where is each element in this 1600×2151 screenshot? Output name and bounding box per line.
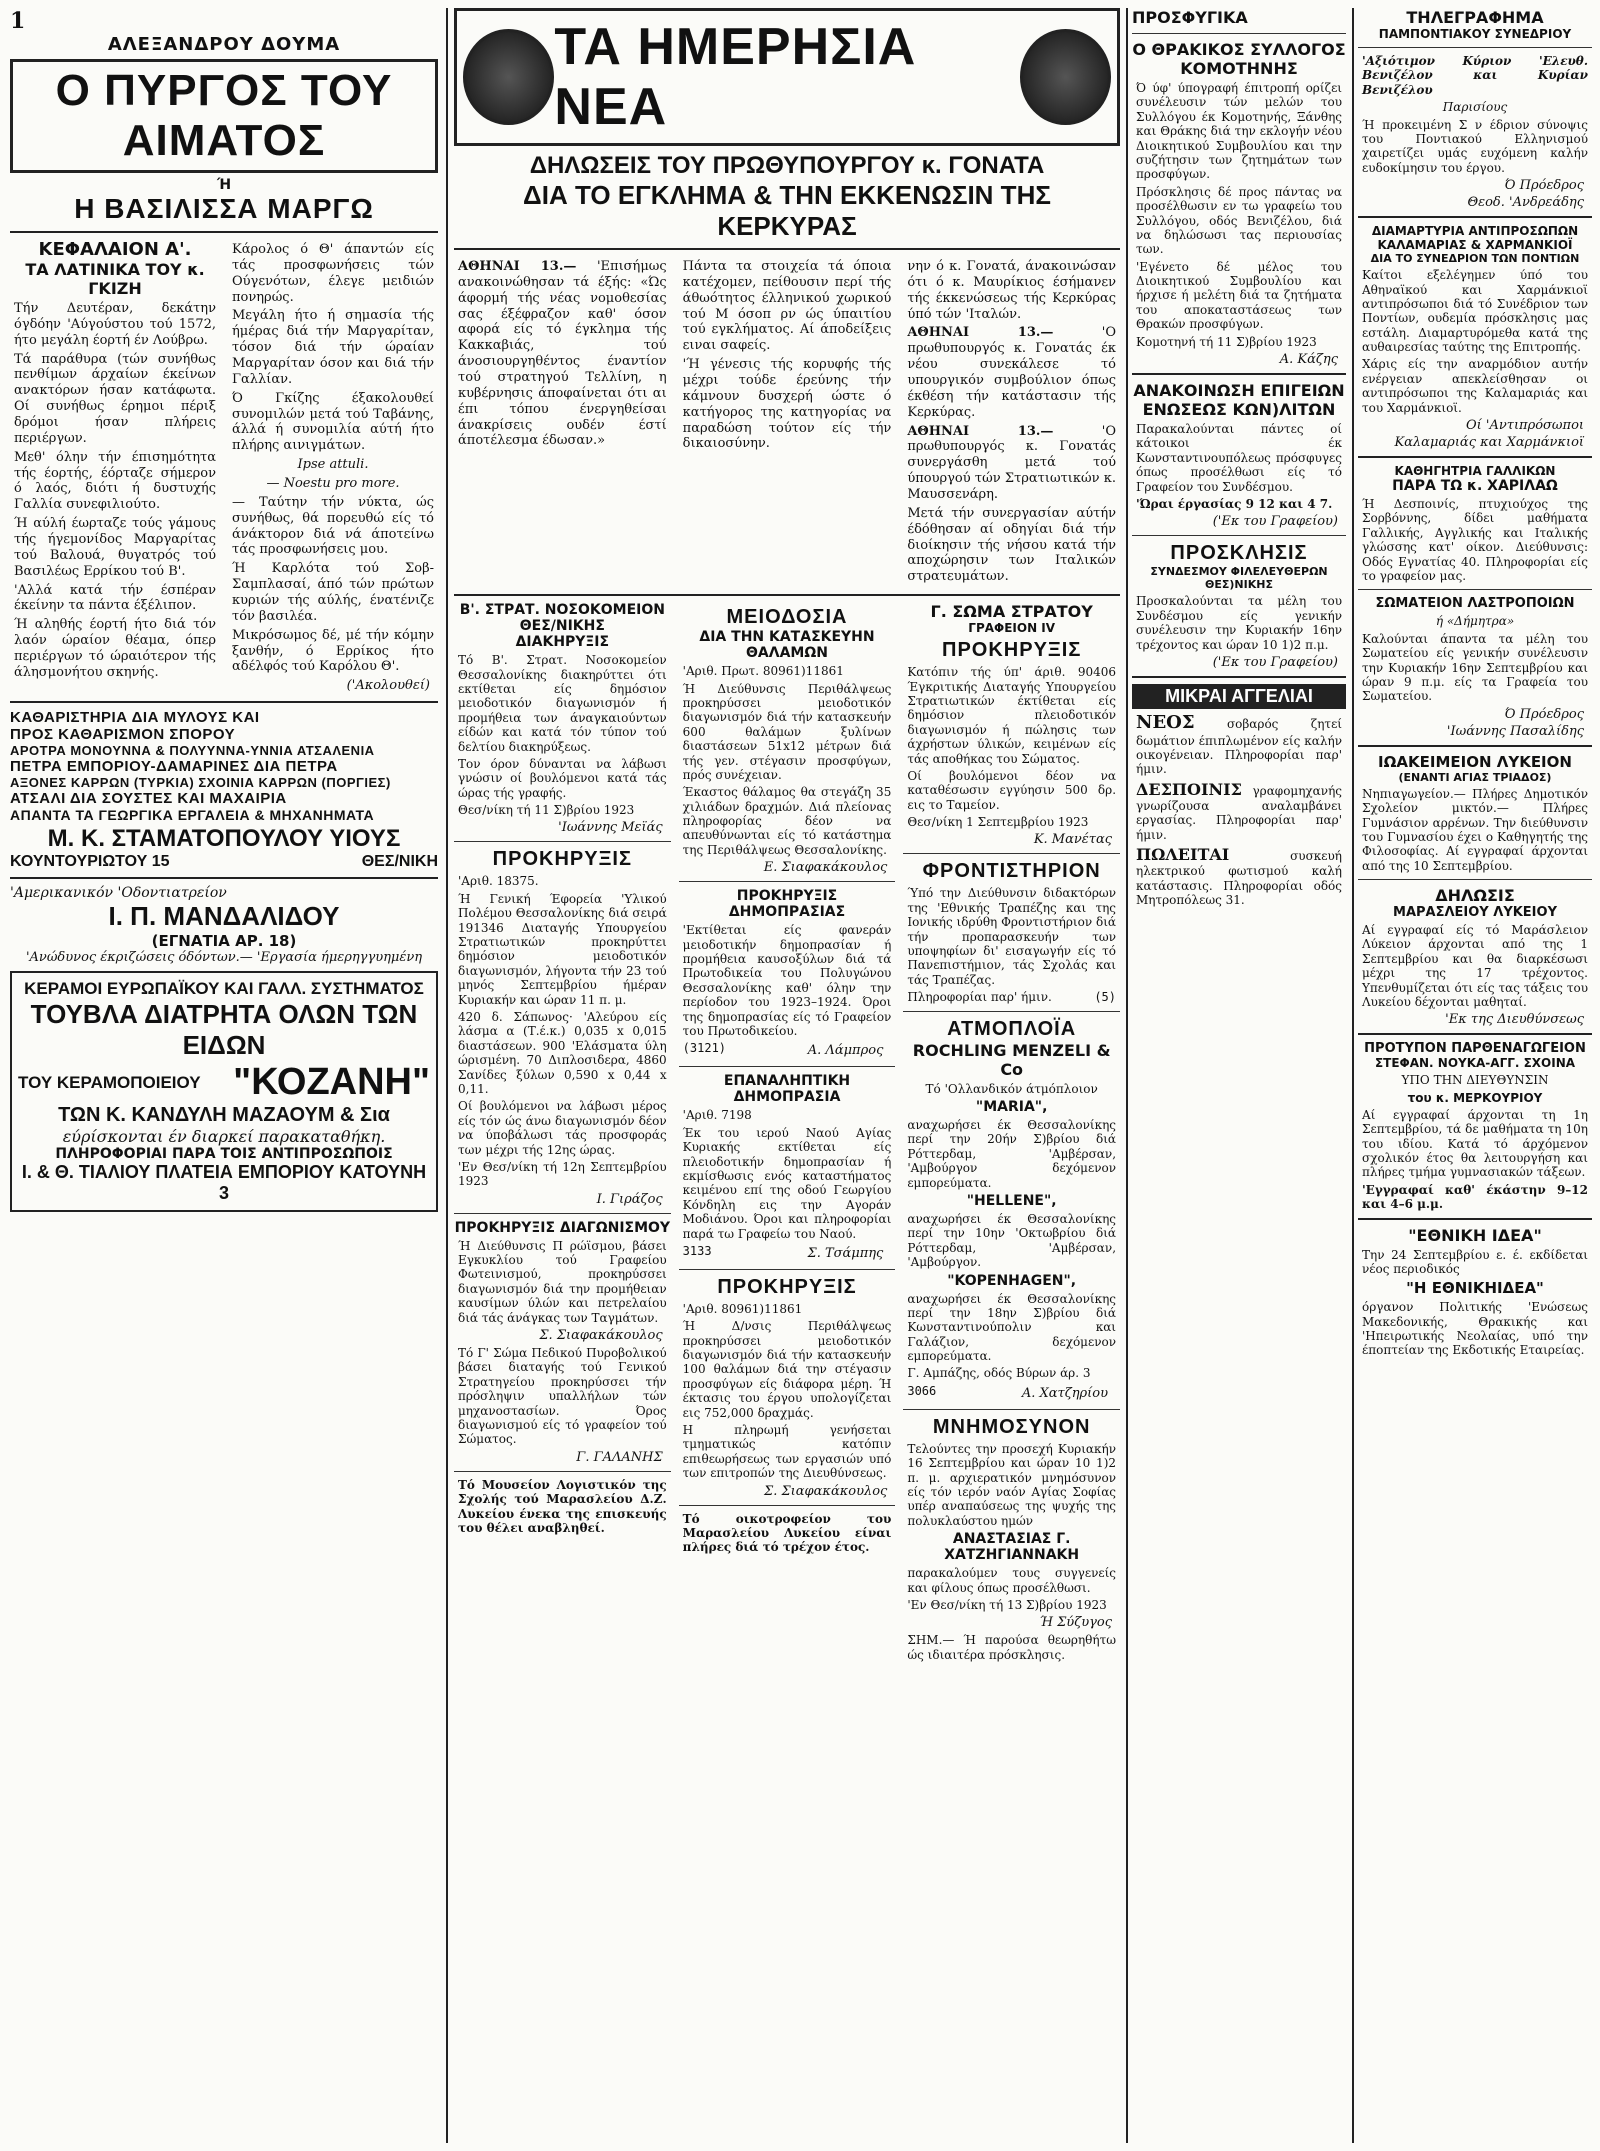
notice-subtitle: ΠΑΜΠΟΝΤΙΑΚΟΥ ΣΥΝΕΔΡΙΟΥ <box>1378 27 1572 41</box>
notice-subtitle: ΓΡΑΦΕΙΟΝ IV <box>968 621 1056 636</box>
telegram-column <box>1358 8 1592 2143</box>
notice-title: ΙΩΑΚΕΙΜΕΙΟΝ ΛΥΚΕΙΟΝ <box>1378 752 1572 771</box>
latin-quote: Ipse attuli. <box>297 457 369 473</box>
news-paragraph: Μετά τήν συνεργασίαν αύτήν έδόθησαν αί οδηγίαι διά τήν διοίκησιν τής νήσου κατά τήν αποχώρησιν των Ιταλικών στρατευμάτων. <box>907 505 1117 585</box>
ad-line: εύρίσκονται έν διαρκεί παρακαταθήκη. <box>62 1127 386 1147</box>
notice-number: 'Αριθ. Πρωτ. 80961)11861 <box>682 664 844 679</box>
serial-paragraph: Μεθ' όλην τήν έπισημότητα τής έορτής, έόρταζε σήμερον ό λαός, διότι ή δυστυχής Γαλλία συνεφιλιούτο. <box>14 449 216 513</box>
notice-text: Καλούνται άπαντα τα μέλη του Σωματείου είς γενικήν συνέλευσιν την Κυριακήν 16ην Σεπτεμβρίου και ώραν 9 π.μ. είς τα Γραφεία του Σωματείου. <box>1362 631 1588 704</box>
dateline: ΑΘΗΝΑΙ 13.— <box>458 259 577 274</box>
notice-title: ΣΩΜΑΤΕΙΟΝ ΛΑΣΤΡΟΠΟΙΩΝ <box>1375 596 1575 612</box>
notice-text: Η πληρωμή γενήσεται τμηματικώς κατόπιν επιθεωρήσεως των εργασιών υπό των επιτροπών της Διευθύνσεως. <box>682 1423 892 1481</box>
serial-paragraph: — Ταύτην τήν νύκτα, ώς συνήθως, θά πορευθώ είς τό άνάκτορον διά νά άποτείνω τάς προσφωνήσεις μου. <box>232 494 434 558</box>
small-ads-title: ΜΙΚΡΑΙ ΑΓΓΕΛΙΑΙ <box>1132 684 1346 709</box>
telegram-addressee: 'Αξιότιμον Κύριον 'Ελευθ. Βενιζέλον και Κυρίαν Βενιζέλου <box>1362 54 1588 97</box>
notice-text: αναχωρήσει έκ Θεσσαλονίκης περί την 20ήν Σ)βρίου διά Ρόττερδαμ, 'Αμβέρσαν, 'Αμβούργον δεχόμενον εμπορεύματα. <box>907 1118 1117 1190</box>
notice-text: Οί βουλόμενοι δέον να καταθέσωσιν εγγύησιν 500 δρ. εις το Ταμείον. <box>907 768 1117 812</box>
serial-paragraph: Ό Γκίζης έξακολουθεί συνομιλών μετά τού Ταβάνης, άλλά ή συνομιλία αύτή ήτο πλήρης αινιγμάτων. <box>232 390 434 454</box>
ad-line: ΠΛΗΡΟΦΟΡΙΑΙ ΠΑΡΑ ΤΟΙΣ ΑΝΤΙΠΡΟΣΩΠΟΙΣ <box>55 1146 393 1163</box>
notice-subtitle: ΔΙΑ ΤΗΝ ΚΑΤΑΣΚΕΥΗΝ ΘΑΛΑΜΩΝ <box>699 629 875 662</box>
notice-text: Παρακαλούνται πάντες οί κάτοικοι έκ Κωνσταντινουπόλεως πρόσφυγες όπως προσέλθωσι είς τό Γραφείον του Συνδέσμου. <box>1136 422 1342 494</box>
emblem-icon <box>463 29 554 125</box>
shipping-agent: Γ. Αμπάζης, οδός Βύρων άρ. 3 <box>907 1366 1091 1381</box>
ad-line: ΤΟΥΒΛΑ ΔΙΑΤΡΗΤΑ ΟΛΩΝ ΤΩΝ ΕΙΔΩΝ <box>30 999 418 1061</box>
notice-text: Τό οικοτροφείον του Μαρασλείου Λυκείου είναι πλήρες διά τό τρέχον έτος. <box>682 1511 892 1555</box>
notice-signature: Ι. Γιράζος <box>596 1191 663 1207</box>
small-ad-tag: ΝΕΟΣ <box>1136 711 1195 733</box>
notice-text: Τό 'Ολλανδικόν άτμόπλοιον <box>925 1081 1098 1096</box>
small-ad-text: συσκευή ηλεκτρικού φωτισμού καλή κατάστασις. Πληροφορίαι οδός Μητροπόλεως 31. <box>1136 849 1342 908</box>
notice-text: Πληροφορίαι παρ' ήμιν. <box>907 990 1052 1005</box>
notice-title: ΔΙΑΜΑΡΤΥΡΙΑ ΑΝΤΙΠΡΟΣΩΠΩΝ <box>1371 224 1579 239</box>
notice-title: ΔΗΛΩΣΙΣ <box>1435 886 1515 906</box>
notice-date: Θεσ/νίκη 1 Σεπτεμβρίου 1923 <box>907 815 1089 830</box>
notice-title: ΜΕΙΟΔΟΣΙΑ <box>726 606 848 629</box>
serial-body <box>10 239 438 695</box>
notice-number: 'Αριθ. 18375. <box>458 874 539 889</box>
chapter-title: ΤΑ ΛΑΤΙΝΙΚΑ ΤΟΥ κ. ΓΚΙΖΗ <box>25 260 205 298</box>
page-number: 1 <box>10 8 26 34</box>
dentist-name: Ι. Π. ΜΑΝΔΑΛΙΔΟΥ <box>108 901 340 932</box>
notice-text: 'Εκτίθεται είς φανεράν μειοδοτικήν δημοπρασίαν ή προμήθεια καυσοξύλων διά τά Πρωτοδικεία του Πολυγώνου Θεσσαλονίκης καθ' όλην την περίοδον του 1923–1924. Όροι της δημοπρασίας είς τό Γραφείον του Πρωτοδικείου. <box>682 923 892 1038</box>
news-paragraph: νην ό κ. Γονατά, άνακοινώσαν ότι ό κ. Μαυρίκιος έσήμανεν τής έκκενώσεως τής Κερκύρας ύπό τών 'Ιταλών. <box>907 259 1117 322</box>
notice-text: Ύπό την Διεύθυνσιν διδακτόρων της 'Εθνικής Τραπέζης και της Ιονικής ιδρύθη Φροντιστήριον διά τήν προπαρασκευήν των υποψηφίων δι' εισαγωγήν είς τό Πανεπιστήμιον, τάς Σχολάς και τάς Τραπέζας. <box>907 886 1117 987</box>
notice-text: Την 24 Σεπτεμβρίου ε. έ. εκδίδεται νέος περιοδικός <box>1362 1247 1588 1276</box>
news-columns <box>454 8 1120 2143</box>
ad-line: ΑΠΑΝΤΑ ΤΑ ΓΕΩΡΓΙΚΑ ΕΡΓΑΛΕΙΑ & ΜΗΧΑΝΗΜΑΤΑ <box>10 807 375 824</box>
notice-title: ΤΗΛΕΓΡΑΦΗΜΑ <box>1406 8 1544 27</box>
office-hours: 'Ώραι έργασίας 9 12 και 4 7. <box>1136 496 1333 511</box>
notice-text: 'Εγένετο δέ μέλος του Διοικητικού Συμβουλίου και ήρχισε ή μελέτη διά τα ζητήματα του αποκαταστάσεως των Θρακών προσφύγων. <box>1136 259 1342 332</box>
notice-text: Τό Γ' Σώμα Πεδικού Πυροβολικού βάσει διαταγής τού Γενικού Στρατηγείου προκηρύσσει τήν πρόσληψιν υπαλλήλων τών μηχανοστασίων. Όρος διαγωνισμού είς τό γραφείον τού Σώματος. <box>458 1346 667 1447</box>
notice-title: Γ. ΣΩΜΑ ΣΤΡΑΤΟΥ <box>930 602 1093 622</box>
notice-text: αναχωρήσει έκ Θεσσαλονίκης περί την 10ην 'Οκτωβρίου διά Ρόττερδαμ, 'Αμβέρσαν, 'Αμβούργον. <box>907 1211 1117 1270</box>
notice-text: παρακαλούμεν τους συγγενείς και φίλους όπως προσέλθωσι. <box>907 1566 1117 1595</box>
office-hours: 'Εγγραφαί καθ' έκάστην 9–12 και 4–6 μ.μ. <box>1362 1182 1588 1212</box>
notice-text: Τό Μουσείον Λογιστικόν της Σχολής τού Μαρασλείου Δ.Ζ. Λυκείου ένεκα της επισκευής του θέλει αναβληθεί. <box>458 1477 667 1535</box>
notice-signature: 'Ιωάννης Πασαλίδης <box>1446 723 1584 739</box>
telegram-city: Παρισίους <box>1442 100 1508 115</box>
serial-paragraph: Κάρολος ό Θ' άπαντών είς τάς προσφωνήσεις τών Ούγενότων, έλεγε μειδιών πονηρώς. <box>232 242 434 305</box>
notice-title: ΕΠΑΝΑΛΗΠΤΙΚΗ ΔΗΜΟΠΡΑΣΙΑ <box>723 1073 851 1106</box>
notice-subtitle: ΜΑΡΑΣΛΕΙΟΥ ΛΥΚΕΙΟΥ <box>1393 905 1557 921</box>
serial-paragraph: Μικρόσωμος δέ, μέ τήν κόμην ξανθήν, ό Ερρίκος ήτο αδέλφός τού Καρόλου Θ'. <box>232 627 434 675</box>
notice-title: ΠΡΟΚΗΡΥΞΙΣ <box>492 848 632 871</box>
news-masthead <box>454 8 1120 146</box>
notice-subtitle: ΕΝΩΣΕΩΣ ΚΩΝ)ΛΙΤΩΝ <box>1142 400 1336 420</box>
notice-title: ΠΡΟΚΗΡΥΞΙΣ ΔΗΜΟΠΡΑΣΙΑΣ <box>728 888 846 921</box>
news-paragraph: Πάντα τα στοιχεία τά όποια κατέχομεν, πείθουσιν περί τής άθωότητος έλληνικού χωρικού τού Μ όσοπ ρν ώς ύπαιτίου τού εγκλήματος. Αί άποδείξεις ειναι σαφείς. <box>682 259 892 354</box>
notice-code: (5) <box>1094 990 1117 1005</box>
notice-text: αναχωρήσει έκ Θεσσαλονίκης περί την 18ην Σ)βρίου διά Κωνσταντινούπολιν και Γαλάζιον, δεχόμενον εμπορεύματα. <box>907 1291 1117 1364</box>
notice-signature: Κ. Μανέτας <box>1033 832 1113 848</box>
notice-text: Τό Β'. Στρατ. Νοσοκομείον Θεσσαλονίκης διακηρύττει ότι εκτίθεται είς δημόσιον μειοδοτικόν διαγωνισμόν ή προμήθεια των άναγκαιούντων είδών και κατά τόν τύπον τού δελτίου διακηρύξεως. <box>458 653 667 754</box>
notice-text: Χάρις είς την αναρμόδιον αυτήν ενέργειαν απεκλείσθησαν οι αντιπρόσωποι της Καλαμαριάς και του Χαρμάνκιοϊ. <box>1362 357 1588 415</box>
serial-paragraph: Μεγάλη ήτο ή σημασία τής ήμέρας διά τήν Μαργαρίταν, τόσον διά τήν ώραίαν Μαργαρίταν όσον και διά τήν Γαλλίαν. <box>232 308 434 387</box>
serial-title: Ο ΠΥΡΓΟΣ ΤΟΥ ΑΙΜΑΤΟΣ <box>10 59 438 173</box>
news-title: ΤΑ ΗΜΕΡΗΣΙΑ ΝΕΑ <box>554 18 917 136</box>
notice-text: Αί εγγραφαί είς τό Μαράσλειον Λύκειον άρχονται από της 1 Σεπτεμβρίου και θα διαρκέσωσι μέχρι της 17 τρέχοντος. Υπενθυμίζεται ότι είς τας τάξεις του Λυκείου δέχονται μαθηταί. <box>1362 923 1588 1010</box>
notice-signature: ('Εκ του Γραφείου) <box>1212 654 1338 670</box>
notice-number: 'Αριθ. 7198 <box>682 1108 752 1123</box>
notice-text: όργανον Πολιτικής 'Ενώσεως Μακεδονικής, Θρακικής και 'Ηπειρωτικής Νεολαίας, υπό την έποπτείαν της Εκδοτικής Εταιρείας. <box>1362 1300 1588 1358</box>
notice-text: Ή Διεύθυνσις Π ρώϊσμου, βάσει Εγκυκλίου τού Γραφείου Φωτεινισμού, προκηρύσσει διαγωνισμόν διά την προμήθειαν καυσίμων ύλών και πετρελαίου διά τάς άνάγκας των Ταγμάτων. <box>458 1238 667 1325</box>
small-ad-text: σοβαρός ζητεί δωμάτιον έπιπλωμένον είς καλήν οικογένειαν. Πληροφορίαι παρ' ήμιν. <box>1136 716 1342 777</box>
dentist-tagline: 'Ανώδυνος έκριζώσεις όδόντων.— 'Εργασία ήμερηγγυημένη <box>25 950 423 966</box>
notice-text: 420 δ. Σάπωνος· 'Αλεύρου είς λάσμα α (Τ.έ.κ.) 0,035 x 0,015 διαστάσεων. 900 'Ελάσματα ύλη ώρισμένη. 70 Διπλοσιδερα, 4860 Σανίδες ξύλων 0,590 x 0,44 x 0,11. <box>458 1010 667 1096</box>
notice-subtitle: (ΕΝΑΝΤΙ ΑΓΙΑΣ ΤΡΙΑΔΟΣ) <box>1398 770 1552 784</box>
notice-subtitle: ΚΑΛΑΜΑΡΙΑΣ & ΧΑΡΜΑΝΚΙΟΪ <box>1377 238 1573 253</box>
dateline: ΑΘΗΝΑΙ 13.— <box>907 423 1054 439</box>
notice-title: ΜΝΗΜΟΣΥΝΟΝ <box>932 1415 1091 1438</box>
notice-text: Ή προκειμένη Σ ν έδριον σύνοψις του Ποντιακού Ελληνισμού χαιρετίζει υμάς ευχόμενη καλήν ευδοκίμησιν του έργου. <box>1362 117 1588 175</box>
news-paragraph: 'Ο πρωθυπουργός κ. Γονατάς έκ νέου συνεκάλεσε τό υπουργικόν συμβούλιον όπως έκθέση τήν κατάστασιν τής Κερκύρας. <box>907 325 1117 420</box>
chapter-heading: ΚΕΦΑΛΑΙΟΝ Α'. <box>38 239 192 260</box>
notice-signature: Ό Πρόεδρος <box>1504 706 1584 722</box>
latin-quote: — Noestu pro more. <box>266 476 400 492</box>
notice-signature: Σ. Σιαφακάκουλος <box>764 1483 888 1499</box>
dateline: ΑΘΗΝΑΙ 13.— <box>907 325 1054 341</box>
notice-date: Κομοτηνή τή 11 Σ)βρίου 1923 <box>1136 334 1317 349</box>
notice-text: Προσκαλούνται τα μέλη του Συνδέσμου είς γενικήν συνέλευσιν την Κυριακήν 16ην τρέχοντος και ώραν 10 1)2 π.μ. <box>1136 594 1342 652</box>
news-headline: ΔΗΛΩΣΕΙΣ ΤΟΥ ΠΡΩΘΥΠΟΥΡΓΟΥ κ. ΓΟΝΑΤΑ <box>529 152 1045 179</box>
serial-column <box>10 8 438 2143</box>
notice-title: "Η ΕΘΝΙΚΗΙΔΕΑ" <box>1406 1279 1544 1298</box>
notice-signature: Ε. Σιαφακάκουλος <box>763 860 888 876</box>
deceased-name: ΑΝΑΣΤΑΣΙΑΣ Γ. ΧΑΤΖΗΓΙΑΝΝΑΚΗ <box>944 1531 1080 1564</box>
serial-subtitle: Η ΒΑΣΙΛΙΣΣΑ ΜΑΡΓΩ <box>74 193 374 224</box>
notice-signature: Α. Χατζηρίου <box>1021 1385 1109 1401</box>
ship-name: "HELLENE", <box>966 1192 1057 1209</box>
news-headline: ΔΙΑ ΤΟ ΕΓΚΛΗΜΑ & ΤΗΝ ΕΚΚΕΝΩΣΙΝ ΤΗΣ ΚΕΡΚΥΡΑΣ <box>523 180 1051 241</box>
ad-line: ΤΟΥ ΚΕΡΑΜΟΠΟΙΕΙΟΥ <box>18 1072 201 1092</box>
ad-line: ΠΕΤΡΑ ΕΜΠΟΡΙΟΥ-ΔΑΜΑΡΙΝΕΣ ΔΙΑ ΠΕΤΡΑ <box>10 758 338 776</box>
notice-title: ΠΡΟΚΗΡΥΞΙΣ ΔΙΑΓΩΝΙΣΜΟΥ <box>454 1219 671 1236</box>
notice-signature: Σ. Τσάμπης <box>807 1245 884 1261</box>
notice-text: Τελούντες την προσεχή Κυριακήν 16 Σεπτεμβρίου και ώραν 10 1)2 π. μ. αρχιερατικόν μνημόσυνον είς τόν ιερόν ναόν Αγίας Σοφίας υπέρ αναπαύσεως της ψυχής της πολυκλαύστου ημών <box>907 1441 1117 1528</box>
notice-subtitle: ΠΑΡΑ ΤΩ κ. ΧΑΡΙΛΑΩ <box>1392 478 1558 495</box>
notice-title: ΠΡΟΤΥΠΟΝ ΠΑΡΘΕΝΑΓΩΓΕΙΟΝ <box>1364 1041 1586 1057</box>
ad-line: ΑΡΟΤΡΑ ΜΟΝΟΥΝΝΑ & ΠΟΛΥΥΝΝΑ-ΥΝΝΙΑ ΑΤΣΑΛΕΝΙΑ <box>10 743 375 759</box>
notice-date: Θεσ/νίκη τή 11 Σ)βρίου 1923 <box>458 803 635 818</box>
refugee-column <box>1132 8 1346 2143</box>
notice-signature: Α. Λάμπρος <box>807 1043 884 1059</box>
notice-text: Ή Γενική Έφορεία 'Υλικού Πολέμου Θεσσαλονίκης διά σειρά 191346 Διαταγής Υπουργείου Στρατιωτικών προκηρύττει δημόσιον μειοδοτικόν διαγωνισμόν, λήγοντα τήν 23 τού μηνός Σεπτεμβρίου ήμέραν Κυριακήν και ώραν 11 π. μ. <box>458 891 667 1007</box>
ship-name: "KOPENHAGEN", <box>947 1272 1077 1289</box>
ad-heading: 'Αμερικανικόν 'Οδοντιατρείον <box>10 885 227 902</box>
notice-subtitle: ΔΙΑΚΗΡΥΞΙΣ <box>515 634 610 651</box>
notice-text: Ή Δ/νσις Περιθάλψεως προκηρύσσει μειοδοτικόν διαγωνισμόν διά τήν κατασκευήν 100 θαλάμων διά την στέγασιν προσφύγων είς διάφορα μέρη. Ή έκτασις του έργου υπολογίζεται εις 752,000 δραχμάς. <box>682 1319 892 1420</box>
notice-signature: Οί 'Αντιπρόσωποι <box>1466 418 1584 434</box>
notice-subtitle: ΣΥΝΔΕΣΜΟΥ ΦΙΛΕΛΕΥΘΕΡΩΝ ΘΕΣ)ΝΙΚΗΣ <box>1150 565 1328 592</box>
notice-text: Τον όρον δύνανται να λάβωσι γνώσιν οί βουλόμενοι κατά τάς ώρας τής γραφής. <box>458 756 667 800</box>
notice-subtitle: ΣΤΕΦΑΝ. ΝΟΥΚΑ-ΑΓΓ. ΣΧΟΙΝΑ <box>1374 1056 1576 1071</box>
notice-title: ΚΑΘΗΓΗΤΡΙΑ ΓΑΛΛΙΚΩΝ <box>1394 464 1556 479</box>
notice-text: Ή Διεύθυνσις Περιθάλψεως προκηρύσσει μειοδοτικόν διαγωνισμόν διά τήν κατασκευήν 600 θαλάμων ξυλίνων διαστάσεων 51x12 μέτρων διά τής γεν. στέγασιν προσφύγων, πρός συνέχειαν. <box>682 681 892 782</box>
notice-signature: Γ. ΓΑΛΑΝΗΣ <box>576 1449 663 1465</box>
notice-number: 'Αριθ. 80961)11861 <box>682 1301 803 1316</box>
notice-subtitle: ΔΙΑ ΤΟ ΣΥΝΕΔΡΙΟΝ ΤΩΝ ΠΟΝΤΙΩΝ <box>1370 252 1580 266</box>
ad-city: ΘΕΣ/ΝΙΚΗ <box>361 853 438 871</box>
ad-line: ΤΩΝ Κ. ΚΑΝΔΥΛΗ ΜΑΖΑΟΥΜ & Σια <box>58 1104 390 1127</box>
news-paragraph: 'Ο πρωθυπουργός κ. Γονατάς συνεργάσθη μετά τού ύπουργού τών Στρατιωτικών κ. Μαυσσενάρη. <box>907 423 1117 503</box>
ad-line: ΑΞΟΝΕΣ ΚΑΡΡΩΝ (ΤΥΡΚΙΑ) ΣΧΟΙΝΙΑ ΚΑΡΡΩΝ (ΠΟΡΓΙΕΣ) <box>10 775 391 791</box>
serial-paragraph: Τήν Δευτέραν, δεκάτην όγδόην 'Αύγούστου τού 1572, ήτο μεγάλη έορτή έν Λούβρω. <box>14 301 216 348</box>
notice-columns <box>454 602 1120 1665</box>
serial-paragraph: Ή αύλή έωρταζε τούς γάμους τής ήγεμονίδος Μαργαρίτας τού Βαλουά, θυγατρός τού Βασιλέως Ερρίκου τού Β'. <box>14 516 216 579</box>
ship-name: "MARIA", <box>975 1099 1048 1115</box>
notice-title: ΑΤΜΟΠΛΟΪΑ <box>947 1017 1077 1040</box>
serial-author: ΑΛΕΞΑΝΔΡΟΥ ΔΟΥΜΑ <box>107 34 341 55</box>
notice-code: 3066 <box>907 1383 937 1398</box>
ad-line: ΠΡΟΣ ΚΑΘΑΡΙΣΜΟΝ ΣΠΟΡΟΥ <box>10 726 236 744</box>
notice-date: 'Εν Θεσ/νίκη τή 13 Σ)βρίου 1923 <box>907 1597 1107 1612</box>
notice-signature: 'Εκ της Διευθύνσεως <box>1445 1012 1584 1028</box>
section-title: ΠΡΟΣΦΥΓΙΚΑ <box>1132 8 1248 27</box>
news-paragraph: 'Ή γένεσις τής κορυφής τής μέχρι τούδε έρεύνης τήν κάμνουν δυσχερή ώστε ό κατήγορος της κατηγορίας να παραδώση τούτον είς τήν δικαιοσύνην. <box>682 357 892 452</box>
notice-title: ΠΡΟΚΗΡΥΞΙΣ <box>717 1275 857 1298</box>
notice-code: 3133 <box>682 1243 712 1258</box>
notice-text: Πρόσκλησις δέ προς πάντας να προσέλθωσιν εν τω γραφείω του Συλλόγου, οδός Βενιζέλου, διά να δηλώσωσι τας περιουσίας των. <box>1136 184 1342 257</box>
notice-text: Νηπιαγωγείον.— Πλήρες Δημοτικόν Σχολείον μικτόν.— Πλήρες Γυμνάσιον αρρένων. Την διεύθυνσιν του Γυμνασίου έχει ο Καθηγητής της Φιλοσοφίας. Αί εγγραφαί άρχονται από της 10 Σεπτεμβρίου. <box>1362 786 1588 873</box>
serial-paragraph: Ή αληθής έορτή ήτο διά τόν λαόν ώραίον θέαμα, όπερ περιέργων τό ώραιότερον τής άλησμονήτου σκηνής. <box>14 617 216 680</box>
notice-subtitle: ή «Δήμητρα» <box>1435 614 1515 629</box>
notice-subtitle: του κ. ΜΕΡΚΟΥΡΙΟΥ <box>1407 1090 1543 1105</box>
notice-title: ΠΡΟΚΗΡΥΞΙΣ <box>942 639 1082 662</box>
ad-address: ΚΟΥΝΤΟΥΡΙΩΤΟΥ 15 <box>10 853 170 871</box>
ad-brand: "ΚΟΖΑΝΗ" <box>233 1061 430 1104</box>
serial-paragraph: Ή Καρλότα τού Σοβ-Σαμπλασαί, άπό τών πρώτων κυριών τής αύλής, ένατένιζε τόν βασιλέα. <box>232 561 434 624</box>
small-ad-text: γραφομηχανής γνωρίζουσα αναλαμβάνει εργασίας. Πληροφορίαι παρ' ήμιν. <box>1136 783 1342 842</box>
notice-text: Οί βουλόμενοι να λάβωσι μέρος είς τόν ώς άνω διαγωνισμόν δέον να ύποβάλωσι τάς προσφοράς των μέχρι τής 12ης ώρας. <box>458 1099 667 1157</box>
notice-text: ΣΗΜ.— Ή παρούσα θεωρηθήτω ώς ιδιαιτέρα πρόσκλησις. <box>907 1633 1117 1662</box>
dentist-ad <box>10 885 438 965</box>
notice-text: Ή Δεσποινίς, πτυχιούχος της Σορβόννης, δίδει μαθήματα Γαλλικής, Αγγλικής και Ιταλικής γλώσσης κατ' οίκον. Διεύθυνσις: Οδός Εγνατίας 40. Πληροφορίαι είς το γραφείον μας. <box>1362 497 1588 583</box>
notice-text: Αί εγγραφαί άρχονται τη 1η Σεπτεμβρίου, τά δε μαθήματα τη 10η του ιδίου. Κατά τό άρχόμενον σχολικόν έτος θα λειτουργήση και πλήρες τμήμα γυμνασιακών τάξεων. <box>1362 1107 1588 1180</box>
notice-text: Ό ύφ' ύπογραφή έπιτροπή ορίζει συνέλευσιν τών μελών του Συλλόγου έκ Κομοτηνής, Ξάνθης και Θράκης διά την εκλογήν νέου Διοικητικού Συμβουλίου και την συζήτησιν των ζητημάτων των προσφύγων. <box>1136 81 1342 182</box>
notice-title: Ο ΘΡΑΚΙΚΟΣ ΣΥΛΛΟΓΟΣ <box>1132 40 1346 59</box>
notice-title: "ΕΘΝΙΚΗ ΙΔΕΑ" <box>1408 1225 1542 1245</box>
ad-firm-name: Μ. Κ. ΣΤΑΜΑΤΟΠΟΥΛΟΥ ΥΙΟΥΣ <box>47 825 401 853</box>
notice-signature: Α. Κάζης <box>1279 352 1338 368</box>
cleaning-equipment-ad <box>10 709 438 871</box>
notice-signature: ('Εκ του Γραφείου) <box>1212 514 1338 530</box>
tiles-ad <box>10 971 438 1212</box>
notice-title: ΑΝΑΚΟΙΝΩΣΗ ΕΠΙΓΕΙΩΝ <box>1133 381 1345 401</box>
serial-paragraph: 'Αλλά κατά τήν έσπέραν έκείνην τα πάντα έξέλιπον. <box>14 582 216 614</box>
serial-paragraph: Τά παράθυρα (τών συνήθως πενθίμων άρχαίων έκείνων ανακτόρων ήσαν κατάφωτα. Οί συνήθως έρημοι πέριξ δρόμοι ήσαν πλήρεις περιέργων. <box>14 351 216 446</box>
notice-text: Κατόπιν τής ύπ' άριθ. 90406 Έγκριτικής Διαταγής Υπουργείου Στρατιωτικών έκτίθεται είς δημόσιον πλειοδοτικόν διαγωνισμόν ή πώλησις των άχρήστων ύλικών, κειμένων είς τάς αποθήκας του Σώματος. <box>907 665 1117 766</box>
to-be-continued: ('Ακολουθεί) <box>346 678 430 694</box>
ad-line: ΚΑΘΑΡΙΣΤΗΡΙΑ ΔΙΑ ΜΥΛΟΥΣ ΚΑΙ <box>10 709 260 727</box>
notice-signature: Ό Πρόεδρος <box>1504 178 1584 194</box>
notice-title: ΦΡΟΝΤΙΣΤΗΡΙΟΝ <box>922 860 1101 883</box>
notice-text: Καίτοι εξελέγημεν ύπό του Αθηναϊκού και Χαρμάνκιοϊ αντιπρόσωποι διά τό Συνέδριον των Ποντίων, ουδεμία πρόσκλησις μας εστάλη. Διαμαρτυρόμεθα κατά της αυθαιρεσίας ταύτης της Επιτροπής. <box>1362 268 1588 355</box>
notice-subtitle: ΚΟΜΟΤΗΝΗΣ <box>1180 59 1298 78</box>
news-paragraph: 'Επισήμως ανακοινώθησαν τά έξής: «Ώς άφορμή τής νέας νομοθεσίας σας έξέφραζον καθ' όσον αφορά είς τό έγκλημα τής Κακκαβιάς, τού άνοσιουργηθέντος έναντίον τού στρατηγού Τελλίνη, η κυβέρνησις άποφαίνεται ότι αι έπι τόπου ένεργηθείσαι άνακρίσεις ουδέν έστί άποτέλεσμα έδωσαν.» <box>458 259 667 449</box>
notice-text: Έκαστος θάλαμος θα στεγάζη 35 χιλιάδων δραχμών. Διά πλείονας πληροφορίας δέον να απευθύνωνται είς τό κατάστημα της Περιθάλψεως Θεσσαλονίκης. <box>682 785 892 857</box>
notice-signature: Ή Σύζυγος <box>1039 1615 1113 1631</box>
notice-date: 'Εν Θεσ/νίκη τή 12η Σεπτεμβρίου 1923 <box>458 1159 667 1189</box>
notice-title: ΠΡΟΣΚΛΗΣΙΣ <box>1170 542 1308 565</box>
notice-title: Β'. ΣΤΡΑΤ. ΝΟΣΟΚΟΜΕΙΟΝ ΘΕΣ/ΝΙΚΗΣ <box>459 602 665 635</box>
emblem-icon <box>1020 29 1111 125</box>
serial-conj: Ή <box>216 177 232 193</box>
notice-code: (3121) <box>682 1041 727 1056</box>
notice-text: Έκ του ιερού Ναού Αγίας Κυριακής εκτίθεται είς πλειοδοτικήν δημοπρασίαν ή εκμίσθωσις ενός καταστήματος κειμένου επί της οδού Γεωργίου Κόνδηλη εις την Αγοράν Μοδιάνου. Όροι και πληροφορίαι παρά τω Γραφείω του Ναού. <box>682 1125 892 1241</box>
news-body <box>454 256 1120 588</box>
shipping-firm: ROCHLING MENZELI & Co <box>912 1040 1111 1079</box>
notice-signature: Σ. Σιαφακάκουλος <box>539 1328 663 1344</box>
dentist-address: (ΕΓΝΑΤΙΑ ΑΡ. 18) <box>151 932 297 951</box>
small-ad-tag: ΠΩΛΕΙΤΑΙ <box>1136 845 1230 865</box>
small-ad-tag: ΔΕΣΠΟΙΝΙΣ <box>1136 779 1242 799</box>
notice-signature: Θεοδ. 'Ανδρεάδης <box>1467 195 1584 211</box>
notice-signature: Καλαμαριάς και Χαρμάνκιοϊ <box>1394 435 1584 451</box>
ad-line: Ι. & Θ. ΤΙΑΛΙΟΥ ΠΛΑΤΕΙΑ ΕΜΠΟΡΙΟΥ ΚΑΤΟΥΝΗ 3 <box>21 1162 427 1204</box>
ad-line: ΑΤΣΑΛΙ ΔΙΑ ΣΟΥΣΤΕΣ ΚΑΙ ΜΑΧΑΙΡΙΑ <box>10 790 287 808</box>
notice-signature: 'Ιωάννης Μεϊάς <box>558 820 663 836</box>
notice-subtitle: ΥΠΟ ΤΗΝ ΔΙΕΥΘΥΝΣΙΝ <box>1401 1073 1549 1088</box>
ad-line: ΚΕΡΑΜΟΙ ΕΥΡΩΠΑΪΚΟΥ ΚΑΙ ΓΑΛΛ. ΣΥΣΤΗΜΑΤΟΣ <box>24 979 424 999</box>
